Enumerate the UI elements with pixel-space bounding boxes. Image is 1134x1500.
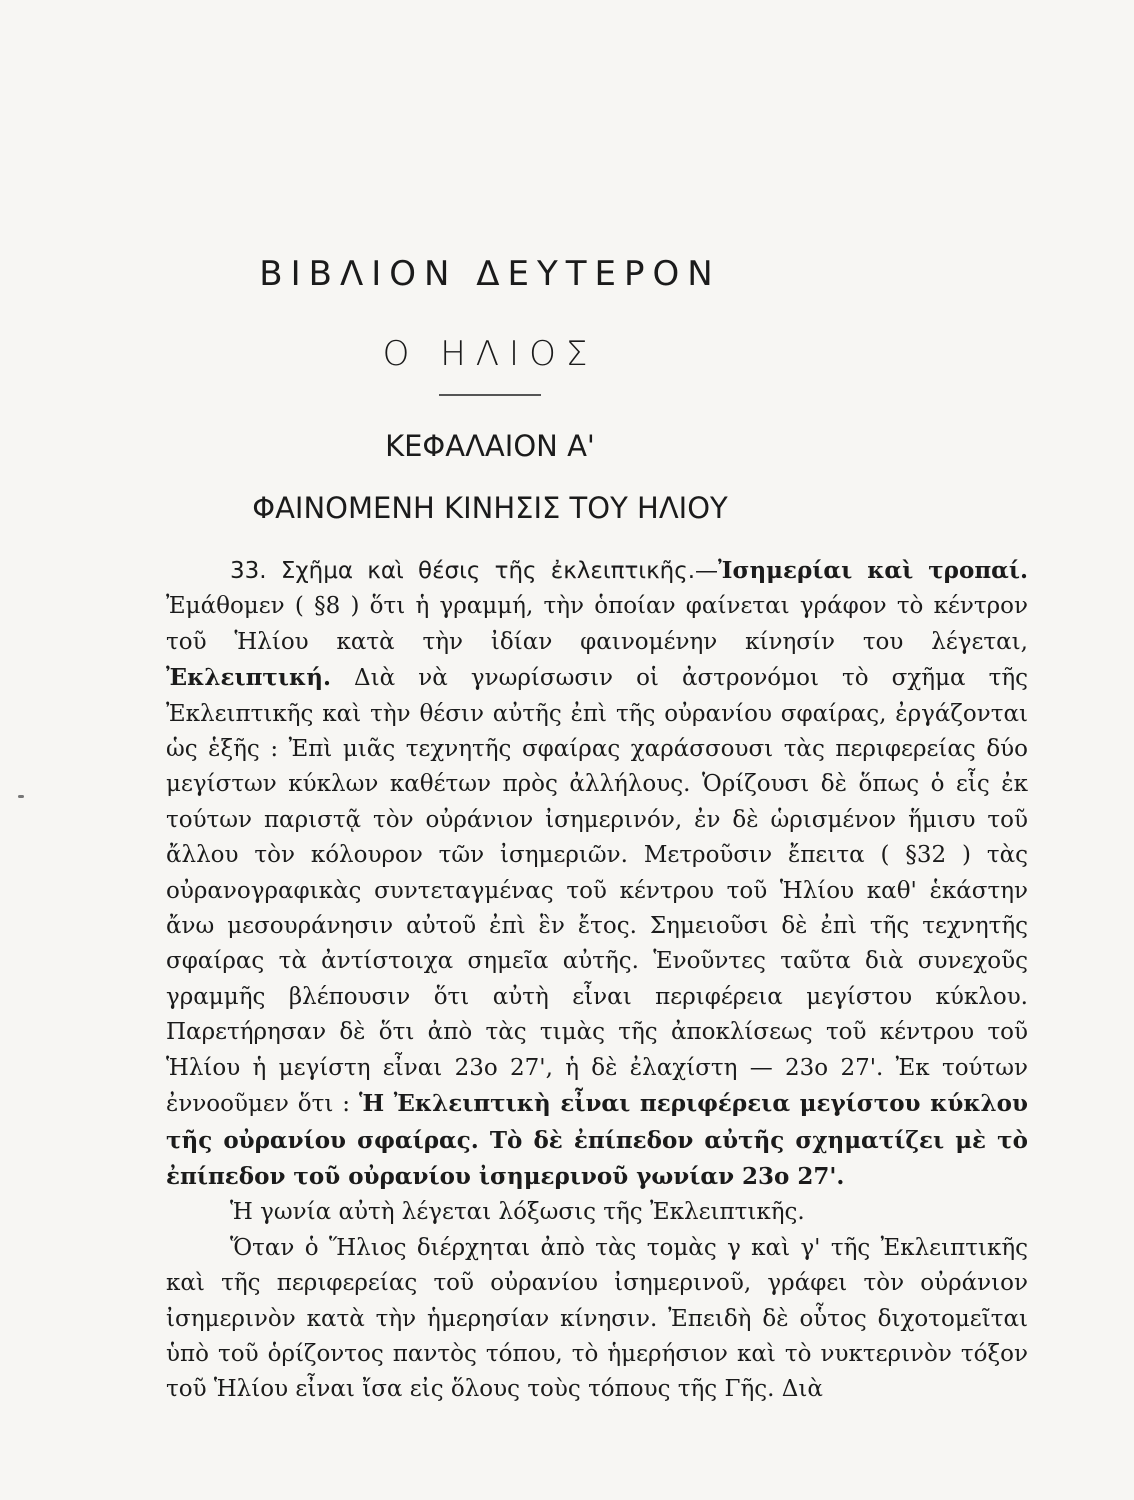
term-ecliptic: Ἐκλειπτική. — [166, 664, 331, 692]
chapter-title: ΦΑΙΝΟΜΕΝΗ ΚΙΝΗΣΙΣ ΤΟΥ ΗΛΙΟΥ — [252, 491, 728, 525]
section-number: 33. — [230, 558, 267, 584]
chapter-label: ΚΕΦΑΛΑΙΟΝ Α' — [385, 429, 595, 463]
subheading-equinoxes: Ἰσημερίαι καὶ τροπαί. — [718, 557, 1028, 584]
body-text — [166, 553, 1028, 1408]
title-divider — [439, 394, 541, 396]
paragraph-text-2: Διὰ νὰ γνωρίσωσιν οἱ ἀστρονόμοι τὸ σχῆμα τῆς Ἐκλειπτικῆς καὶ τὴν θέσιν αὐτῆς ἐπὶ τῆς οὐρανίου σφαίρας, ἐργάζονται ὡς ἑξῆς : Ἐπὶ μιᾶς τεχνητῆς σφαίρας χαράσσουσι τὰς περιφερείας δύο μεγίστων κύκλων καθέτων πρὸς ἀλλήλους. Ὁρίζουσι δὲ ὅπως ὁ εἷς ἐκ τούτων παριστᾷ τὸν οὐράνιον ἰσημερινόν, ἐν δὲ ὡρισμένον ἥμισυ τοῦ ἄλλου τὸν κόλουρον τῶν ἰσημεριῶν. Μετροῦσιν ἔπειτα ( §32 ) τὰς οὐρανογραφικὰς συντεταγμένας τοῦ κέντρου τοῦ Ἡλίου καθ' ἑκάστην ἄνω μεσουράνησιν αὐτοῦ ἐπὶ ἓν ἔτος. Σημειοῦσι δὲ ἐπὶ τῆς τεχνητῆς σφαίρας τὰ ἀντίστοιχα σημεῖα αὐτῆς. Ἑνοῦντες ταῦτα διὰ συνεχοῦς γραμμῆς βλέπουσιν ὅτι αὐτὴ εἶναι περιφέρεια μεγίστου κύκλου. Παρετήρησαν δὲ ὅτι ἀπὸ τὰς τιμὰς τῆς ἀποκλίσεως τοῦ κέντρου τοῦ Ἡλίου ἡ μεγίστη εἶναι 23ο 27', ἡ δὲ ἐλαχίστη — 23ο 27'. Ἐκ τούτων ἐννοοῦμεν ὅτι : — [166, 665, 1028, 1118]
paragraph-33 — [166, 553, 1028, 1195]
section-heading: Σχῆμα καὶ θέσις τῆς ἐκλειπτικῆς. — [266, 558, 696, 584]
paragraph-text-1: Ἐμάθομεν ( §8 ) ὅτι ἡ γραμμή, τὴν ὁποίαν φαίνεται γράφον τὸ κέντρον τοῦ Ἡλίου κατὰ τὴν ἰδίαν φαινομένην κίνησίν του λέγεται, — [166, 593, 1028, 655]
section-title: Ο ΗΛΙΟΣ — [382, 334, 598, 374]
paragraph-equinox-crossing: Ὅταν ὁ Ἥλιος διέρχηται ἀπὸ τὰς τομὰς γ καὶ γ' τῆς Ἐκλειπτικῆς καὶ τῆς περιφερείας τοῦ οὐρανίου ἰσημερινοῦ, γράφει τὸν οὐράνιον ἰσημερινὸν κατὰ τὴν ἡμερησίαν κίνησιν. Ἐπειδὴ δὲ οὗτος διχοτομεῖται ὑπὸ τοῦ ὁρίζοντος παντὸς τόπου, τὸ ἡμερήσιον καὶ τὸ νυκτερινὸν τόξον τοῦ Ἡλίου εἶναι ἴσα εἰς ὅλους τοὺς τόπους τῆς Γῆς. Διὰ — [166, 1234, 1028, 1403]
book-title: ΒΙΒΛΙΟΝ ΔΕΥΤΕΡΟΝ — [259, 254, 721, 294]
margin-mark — [18, 795, 24, 798]
heading-dash: — — [695, 558, 719, 584]
definition-ecliptic: Ἡ Ἐκλειπτικὴ εἶναι περιφέρεια μεγίστου κύκλου τῆς οὐρανίου σφαίρας. Τὸ δὲ ἐπίπεδον αὐτῆς σχηματίζει μὲ τὸ ἐπίπεδον τοῦ οὐρανίου ἰσημερινοῦ γωνίαν 23ο 27'. — [166, 1090, 1028, 1190]
page-headings — [0, 250, 980, 528]
paragraph-obliquity: Ἡ γωνία αὐτὴ λέγεται λόξωσις τῆς Ἐκλειπτικῆς. — [230, 1199, 805, 1226]
